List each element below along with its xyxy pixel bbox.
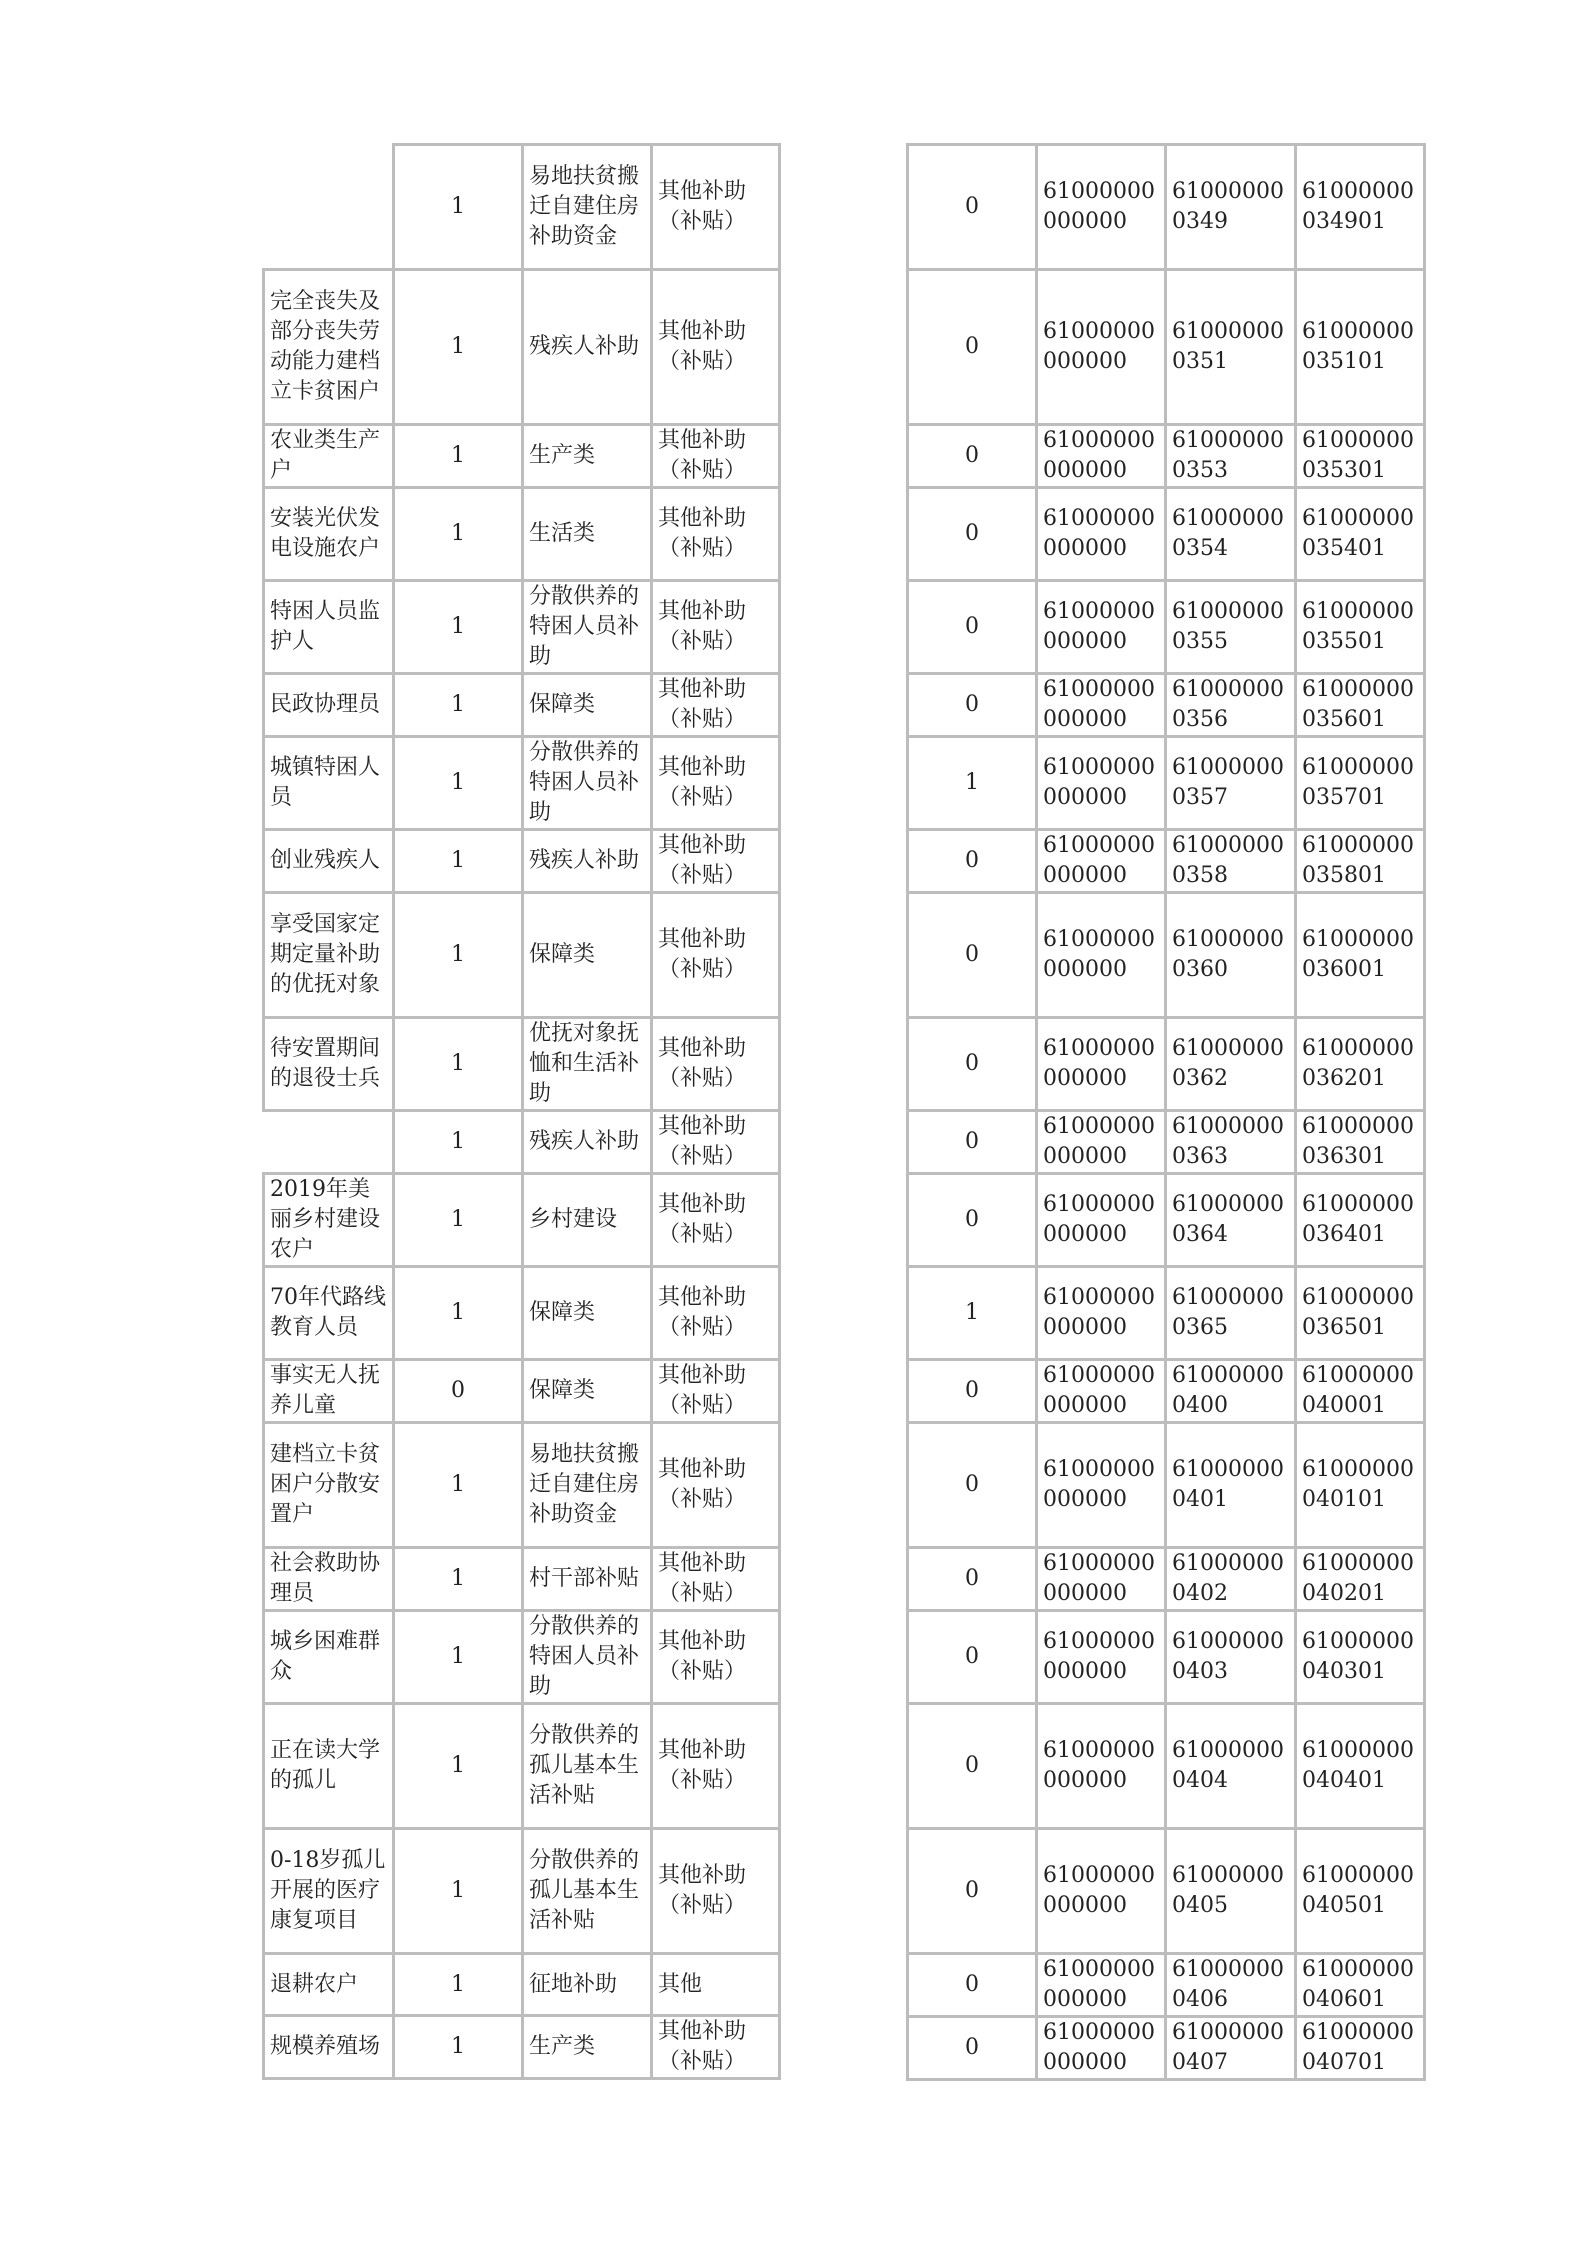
category-cell: 2019年美丽乡村建设农户 [264,1174,394,1267]
flag-cell: 1 [394,1423,523,1548]
code2-cell: 610000000349 [1166,145,1296,270]
category-cell: 城乡困难群众 [264,1611,394,1704]
table-row [908,1611,1425,1704]
value-cell: 0 [908,1611,1037,1704]
code2-cell: 610000000406 [1166,1954,1296,2017]
value-cell: 0 [908,488,1037,581]
value-cell: 0 [908,1954,1037,2017]
code3-cell: 61000000040301 [1296,1611,1425,1704]
code3-cell: 61000000035401 [1296,488,1425,581]
value-cell: 0 [908,1174,1037,1267]
category-cell: 70年代路线教育人员 [264,1267,394,1360]
table-row [264,2016,780,2079]
table-row [908,1111,1425,1174]
flag-cell: 1 [394,425,523,488]
value-cell: 1 [908,1267,1037,1360]
table-row [264,488,780,581]
code3-cell: 61000000034901 [1296,145,1425,270]
value-cell: 0 [908,830,1037,893]
code2-cell: 610000000355 [1166,581,1296,674]
table-row [908,1423,1425,1548]
item-cell: 分散供养的孤儿基本生活补贴 [523,1829,652,1954]
item-cell: 分散供养的特困人员补助 [523,581,652,674]
flag-cell: 0 [394,1360,523,1423]
type-cell: 其他补助（补贴） [652,674,780,737]
table-row [264,1174,780,1267]
right-table-body [908,145,1425,2080]
flag-cell: 1 [394,737,523,830]
code1-cell: 61000000000000 [1037,488,1166,581]
table-row [908,270,1425,425]
table-row [908,1954,1425,2017]
code2-cell: 610000000362 [1166,1018,1296,1111]
code2-cell: 610000000407 [1166,2017,1296,2080]
table-row [264,1611,780,1704]
code2-cell: 610000000404 [1166,1704,1296,1829]
flag-cell: 1 [394,893,523,1018]
code3-cell: 61000000035501 [1296,581,1425,674]
table-row [908,2017,1425,2080]
item-cell: 保障类 [523,674,652,737]
code2-cell: 610000000403 [1166,1611,1296,1704]
value-cell: 0 [908,581,1037,674]
flag-cell: 1 [394,674,523,737]
category-cell: 正在读大学的孤儿 [264,1704,394,1829]
code1-cell: 61000000000000 [1037,1954,1166,2017]
code1-cell: 61000000000000 [1037,1360,1166,1423]
category-cell: 退耕农户 [264,1954,394,2016]
item-cell: 残疾人补助 [523,270,652,425]
flag-cell: 1 [394,270,523,425]
code3-cell: 61000000040101 [1296,1423,1425,1548]
table-row [908,145,1425,270]
item-cell: 分散供养的特困人员补助 [523,737,652,830]
category-cell: 民政协理员 [264,674,394,737]
left-table-body [264,145,780,2079]
flag-cell: 1 [394,2016,523,2079]
item-cell: 残疾人补助 [523,1111,652,1174]
type-cell: 其他补助（补贴） [652,893,780,1018]
table-row [908,1704,1425,1829]
item-cell: 生产类 [523,425,652,488]
type-cell: 其他补助（补贴） [652,1423,780,1548]
type-cell: 其他补助（补贴） [652,145,780,270]
item-cell: 村干部补贴 [523,1548,652,1611]
value-cell: 0 [908,893,1037,1018]
value-cell: 0 [908,1423,1037,1548]
table-row [264,1704,780,1829]
code3-cell: 61000000040701 [1296,2017,1425,2080]
table-row [264,893,780,1018]
item-cell: 易地扶贫搬迁自建住房补助资金 [523,1423,652,1548]
table-row [908,1267,1425,1360]
table-row [908,1360,1425,1423]
type-cell: 其他补助（补贴） [652,1611,780,1704]
flag-cell: 1 [394,1018,523,1111]
code3-cell: 61000000036401 [1296,1174,1425,1267]
category-cell-empty [264,145,394,270]
type-cell: 其他补助（补贴） [652,1174,780,1267]
code3-cell: 61000000040601 [1296,1954,1425,2017]
code1-cell: 61000000000000 [1037,1018,1166,1111]
flag-cell: 1 [394,830,523,893]
category-cell: 规模养殖场 [264,2016,394,2079]
item-cell: 保障类 [523,1360,652,1423]
item-cell: 分散供养的特困人员补助 [523,1611,652,1704]
code2-cell: 610000000356 [1166,674,1296,737]
code2-cell: 610000000363 [1166,1111,1296,1174]
table-row [908,488,1425,581]
category-cell: 社会救助协理员 [264,1548,394,1611]
flag-cell: 1 [394,1548,523,1611]
flag-cell: 1 [394,1111,523,1174]
code1-cell: 61000000000000 [1037,1704,1166,1829]
type-cell: 其他补助（补贴） [652,830,780,893]
flag-cell: 1 [394,581,523,674]
table-row [264,1018,780,1111]
code1-cell: 61000000000000 [1037,1548,1166,1611]
item-cell: 残疾人补助 [523,830,652,893]
type-cell: 其他补助（补贴） [652,488,780,581]
type-cell: 其他补助（补贴） [652,1704,780,1829]
flag-cell: 1 [394,1611,523,1704]
table-row [264,145,780,270]
item-cell: 易地扶贫搬迁自建住房补助资金 [523,145,652,270]
item-cell: 乡村建设 [523,1174,652,1267]
item-cell: 生产类 [523,2016,652,2079]
code2-cell: 610000000365 [1166,1267,1296,1360]
value-cell: 0 [908,1829,1037,1954]
code3-cell: 61000000036501 [1296,1267,1425,1360]
code3-cell: 61000000035801 [1296,830,1425,893]
left-subsidy-table [262,143,781,2080]
code1-cell: 61000000000000 [1037,1611,1166,1704]
flag-cell: 1 [394,145,523,270]
code2-cell: 610000000358 [1166,830,1296,893]
item-cell: 保障类 [523,893,652,1018]
table-row [908,425,1425,488]
code3-cell: 61000000035101 [1296,270,1425,425]
table-row [908,674,1425,737]
type-cell: 其他 [652,1954,780,2016]
type-cell: 其他补助（补贴） [652,581,780,674]
value-cell: 0 [908,1360,1037,1423]
code1-cell: 61000000000000 [1037,674,1166,737]
table-row [264,1360,780,1423]
code3-cell: 61000000035701 [1296,737,1425,830]
category-cell: 享受国家定期定量补助的优抚对象 [264,893,394,1018]
value-cell: 0 [908,270,1037,425]
value-cell: 0 [908,1704,1037,1829]
item-cell: 优抚对象抚恤和生活补助 [523,1018,652,1111]
code1-cell: 61000000000000 [1037,893,1166,1018]
type-cell: 其他补助（补贴） [652,1829,780,1954]
table-row [264,1423,780,1548]
value-cell: 0 [908,1548,1037,1611]
code2-cell: 610000000360 [1166,893,1296,1018]
type-cell: 其他补助（补贴） [652,1267,780,1360]
code1-cell: 61000000000000 [1037,1174,1166,1267]
value-cell: 0 [908,1111,1037,1174]
flag-cell: 1 [394,1174,523,1267]
category-cell: 建档立卡贫困户分散安置户 [264,1423,394,1548]
code1-cell: 61000000000000 [1037,737,1166,830]
code2-cell: 610000000400 [1166,1360,1296,1423]
code3-cell: 61000000040401 [1296,1704,1425,1829]
value-cell: 1 [908,737,1037,830]
table-row [264,270,780,425]
item-cell: 分散供养的孤儿基本生活补贴 [523,1704,652,1829]
table-row [264,830,780,893]
table-row [908,830,1425,893]
right-code-table [906,143,1426,2081]
table-row [264,581,780,674]
table-row [908,1174,1425,1267]
code2-cell: 610000000357 [1166,737,1296,830]
table-row [908,893,1425,1018]
table-row [908,1548,1425,1611]
code3-cell: 61000000036301 [1296,1111,1425,1174]
code1-cell: 61000000000000 [1037,1829,1166,1954]
item-cell: 保障类 [523,1267,652,1360]
flag-cell: 1 [394,1267,523,1360]
type-cell: 其他补助（补贴） [652,2016,780,2079]
code1-cell: 61000000000000 [1037,1111,1166,1174]
code2-cell: 610000000402 [1166,1548,1296,1611]
item-cell: 征地补助 [523,1954,652,2016]
flag-cell: 1 [394,1829,523,1954]
category-cell: 农业类生产户 [264,425,394,488]
table-row [264,425,780,488]
flag-cell: 1 [394,1954,523,2016]
type-cell: 其他补助（补贴） [652,737,780,830]
code1-cell: 61000000000000 [1037,270,1166,425]
code3-cell: 61000000035601 [1296,674,1425,737]
code3-cell: 61000000040001 [1296,1360,1425,1423]
category-cell: 城镇特困人员 [264,737,394,830]
code1-cell: 61000000000000 [1037,425,1166,488]
code3-cell: 61000000036001 [1296,893,1425,1018]
category-cell: 待安置期间的退役士兵 [264,1018,394,1111]
category-cell: 事实无人抚养儿童 [264,1360,394,1423]
type-cell: 其他补助（补贴） [652,1018,780,1111]
table-row [264,674,780,737]
table-row [908,581,1425,674]
table-row [264,1954,780,2016]
code3-cell: 61000000040201 [1296,1548,1425,1611]
type-cell: 其他补助（补贴） [652,425,780,488]
table-row [908,737,1425,830]
type-cell: 其他补助（补贴） [652,1360,780,1423]
code1-cell: 61000000000000 [1037,2017,1166,2080]
value-cell: 0 [908,145,1037,270]
flag-cell: 1 [394,1704,523,1829]
code3-cell: 61000000036201 [1296,1018,1425,1111]
code3-cell: 61000000040501 [1296,1829,1425,1954]
category-cell: 特困人员监护人 [264,581,394,674]
code1-cell: 61000000000000 [1037,1267,1166,1360]
type-cell: 其他补助（补贴） [652,1111,780,1174]
category-cell: 创业残疾人 [264,830,394,893]
code1-cell: 61000000000000 [1037,145,1166,270]
value-cell: 0 [908,2017,1037,2080]
category-cell: 完全丧失及部分丧失劳动能力建档立卡贫困户 [264,270,394,425]
code1-cell: 61000000000000 [1037,581,1166,674]
code2-cell: 610000000353 [1166,425,1296,488]
code2-cell: 610000000401 [1166,1423,1296,1548]
value-cell: 0 [908,674,1037,737]
item-cell: 生活类 [523,488,652,581]
code2-cell: 610000000364 [1166,1174,1296,1267]
code2-cell: 610000000405 [1166,1829,1296,1954]
code1-cell: 61000000000000 [1037,830,1166,893]
code3-cell: 61000000035301 [1296,425,1425,488]
table-row [264,1267,780,1360]
table-row [908,1018,1425,1111]
category-cell: 安装光伏发电设施农户 [264,488,394,581]
category-cell-empty [264,1111,394,1174]
table-row [264,1829,780,1954]
type-cell: 其他补助（补贴） [652,270,780,425]
flag-cell: 1 [394,488,523,581]
table-row [264,1548,780,1611]
value-cell: 0 [908,425,1037,488]
type-cell: 其他补助（补贴） [652,1548,780,1611]
code2-cell: 610000000351 [1166,270,1296,425]
table-row [908,1829,1425,1954]
category-cell: 0-18岁孤儿开展的医疗康复项目 [264,1829,394,1954]
value-cell: 0 [908,1018,1037,1111]
code2-cell: 610000000354 [1166,488,1296,581]
code1-cell: 61000000000000 [1037,1423,1166,1548]
table-row [264,737,780,830]
table-row [264,1111,780,1174]
